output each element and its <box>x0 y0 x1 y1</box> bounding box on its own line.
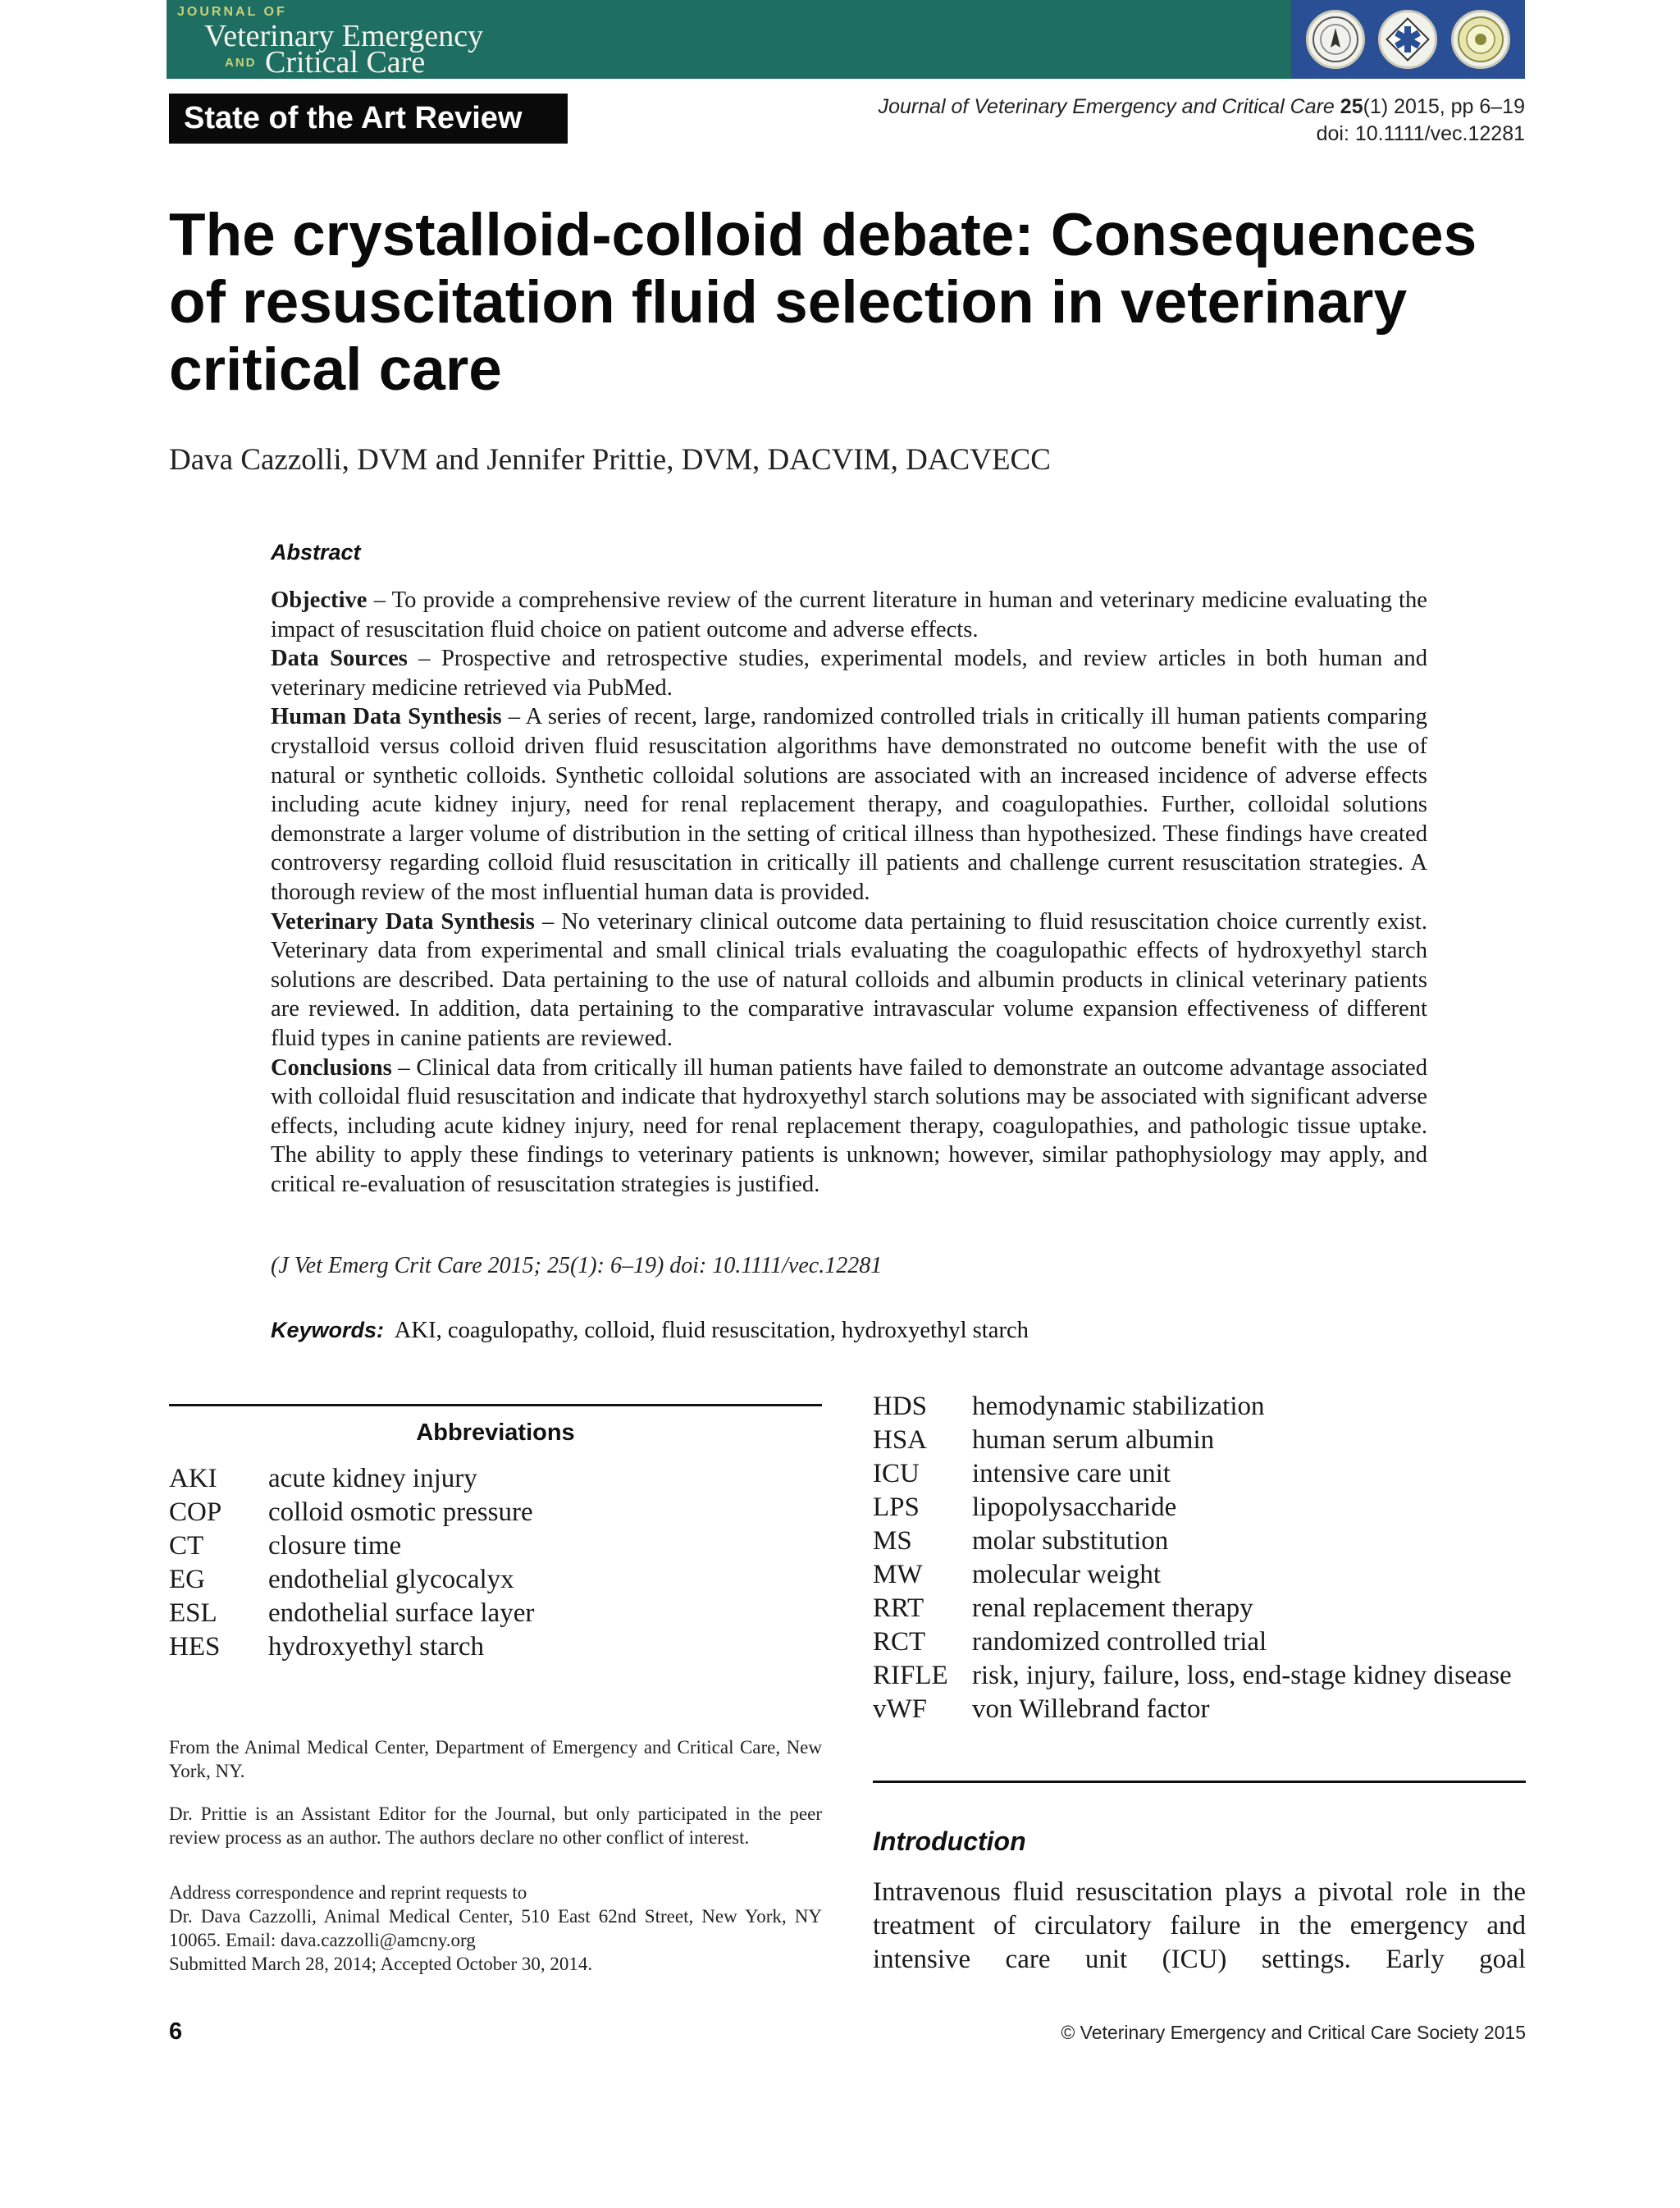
abbreviation-row <box>873 1457 1526 1491</box>
abbreviation-definition: acute kidney injury <box>268 1464 477 1493</box>
abbreviation-row <box>873 1424 1526 1457</box>
abbreviation-definition: hemodynamic stabilization <box>972 1392 1265 1421</box>
journal-name-line1: Veterinary Emergency <box>204 19 484 53</box>
abbreviation-code: MW <box>873 1560 923 1589</box>
star-of-life-icon <box>1378 10 1437 69</box>
abbreviation-code: HSA <box>873 1425 928 1455</box>
disclosure-footnote: Dr. Prittie is an Assistant Editor for the Journal, but only participated in the peer review process as an author. The authors declare no other conflict of interest. <box>169 1803 822 1848</box>
correspondence-footnote <box>169 1881 822 1976</box>
abbreviation-definition: hydroxyethyl starch <box>268 1632 485 1662</box>
abbreviation-row <box>873 1390 1526 1424</box>
society-seal-icon <box>1306 10 1365 69</box>
article-authors: Dava Cazzolli, DVM and Jennifer Prittie, DVM, DACVIM, DACVECC <box>169 443 1051 477</box>
abbreviation-code: AKI <box>169 1464 217 1493</box>
abbreviation-row <box>169 1563 822 1597</box>
citation-issue-pages: (1) 2015, pp 6–19 <box>1363 95 1525 118</box>
abbreviation-definition: colloid osmotic pressure <box>268 1497 533 1527</box>
abstract-section-text: – Clinical data from critically ill human patients have failed to demonstrate an outcome advantage associated with colloidal fluid resuscitation and indicate that hydroxyethyl starch solutions may be associated with significant adverse effects, including acute kidney injury, need for renal replacement therapy, coagulopathies, and pathologic tissue uptake. The ability to apply these findings to veterinary patients is unknown; however, similar pathophysiology may apply, and critical re-evaluation of resuscitation strategies is justified. <box>271 1054 1427 1197</box>
abbreviation-code: ICU <box>873 1459 920 1488</box>
citation-volume: 25 <box>1340 95 1363 118</box>
abstract-section-objective <box>271 586 1427 644</box>
abbreviation-row <box>873 1659 1526 1693</box>
abstract-section-human-data <box>271 702 1427 907</box>
abstract-section-label: Conclusions <box>271 1054 392 1081</box>
introduction-body <box>873 1876 1526 1977</box>
abbreviation-definition: molar substitution <box>972 1526 1169 1556</box>
abbreviations-list-right <box>873 1390 1526 1726</box>
society-logos <box>1291 0 1525 79</box>
article-title: The crystalloid-colloid debate: Consequences of resuscitation fluid selection in veterinary critical care <box>169 202 1477 403</box>
copyright-notice: © Veterinary Emergency and Critical Care Society 2015 <box>1061 2022 1526 2043</box>
page-number: 6 <box>169 2018 183 2045</box>
abbreviations-bottom-rule <box>873 1781 1526 1783</box>
abbreviation-code: HES <box>169 1632 221 1662</box>
keywords <box>271 1318 1029 1344</box>
abbreviation-definition: molecular weight <box>972 1560 1162 1589</box>
abbreviation-code: vWF <box>873 1694 927 1724</box>
introduction-paragraph: Intravenous fluid resuscitation plays a pivotal role in the treatment of circulatory failure in the emergency and intensive care unit (ICU) settings. Early goal <box>873 1877 1526 1974</box>
abbreviation-row <box>873 1558 1526 1592</box>
keywords-text: AKI, coagulopathy, colloid, fluid resuscitation, hydroxyethyl starch <box>394 1318 1029 1343</box>
abbreviations-top-rule <box>169 1404 822 1406</box>
abbreviation-code: LPS <box>873 1493 920 1522</box>
abbreviation-definition: risk, injury, failure, loss, end-stage kidney disease <box>972 1661 1512 1690</box>
abstract-section-label: Data Sources <box>271 646 408 672</box>
abbreviation-code: COP <box>169 1497 222 1527</box>
abbreviation-row <box>873 1592 1526 1625</box>
abstract-body <box>271 586 1427 1199</box>
correspondence-address: Dr. Dava Cazzolli, Animal Medical Center, 510 East 62nd Street, New York, NY 10065. Email: dava.cazzolli@amcny.org <box>169 1906 822 1950</box>
abbreviation-definition: von Willebrand factor <box>972 1694 1210 1724</box>
abstract-section-text: – A series of recent, large, randomized controlled trials in critically ill human patients comparing crystalloid versus colloid driven fluid resuscitation algorithms have demonstrated no outcome benefit with the use of natural or synthetic colloids. Synthetic colloidal solutions are associated with an increased incidence of adverse effects including acute kidney injury, need for renal replacement therapy, and coagulopathies. Further, colloidal solutions demonstrate a larger volume of distribution in the setting of critical illness than hypothesized. These findings have created controversy regarding colloid fluid resuscitation in critically ill patients and challenge current resuscitation strategies. A thorough review of the most influential human data is provided. <box>271 704 1427 905</box>
abbreviation-definition: closure time <box>268 1531 402 1561</box>
journal-and-label: AND <box>225 56 257 70</box>
introduction-heading: Introduction <box>873 1826 1026 1856</box>
abbreviation-row <box>169 1496 822 1529</box>
abbreviation-row <box>873 1693 1526 1726</box>
abbreviation-code: CT <box>169 1531 204 1561</box>
journal-citation <box>879 94 1525 148</box>
keywords-label: Keywords: <box>271 1318 385 1342</box>
abstract-citation: (J Vet Emerg Crit Care 2015; 25(1): 6–19) doi: 10.1111/vec.12281 <box>271 1253 883 1278</box>
citation-journal: Journal of Veterinary Emergency and Critical Care <box>878 95 1335 118</box>
abbreviation-definition: renal replacement therapy <box>972 1593 1253 1623</box>
abbreviation-code: HDS <box>873 1392 928 1421</box>
journal-name-line2: Critical Care <box>265 45 426 80</box>
abstract-section-label: Human Data Synthesis <box>271 704 502 730</box>
citation-doi: doi: 10.1111/vec.12281 <box>1316 122 1525 145</box>
abbreviation-definition: lipopolysaccharide <box>972 1493 1177 1522</box>
journal-banner <box>167 0 1525 79</box>
abbreviation-definition: human serum albumin <box>972 1425 1215 1455</box>
abstract-section-veterinary-data <box>271 907 1427 1054</box>
abbreviation-definition: randomized controlled trial <box>972 1627 1267 1657</box>
abbreviations-heading: Abbreviations <box>416 1419 575 1446</box>
abbreviations-list-left <box>169 1462 822 1664</box>
abbreviation-definition: endothelial glycocalyx <box>268 1565 514 1594</box>
abbreviation-row <box>873 1491 1526 1525</box>
abbreviation-row <box>169 1597 822 1630</box>
abstract-section-text: – No veterinary clinical outcome data pertaining to fluid resuscitation choice currently exist. Veterinary data from experimental and small clinical trials evaluating the coagulopathic effects of hydroxyethyl starch solutions are described. Data pertaining to the use of natural colloids and albumin products in clinical veterinary patients are reviewed. In addition, data pertaining to the comparative intravascular volume expansion effectiveness of different fluid types in canine patients are reviewed. <box>271 908 1427 1051</box>
correspondence-intro: Address correspondence and reprint requests to <box>169 1882 527 1903</box>
abbreviation-code: ESL <box>169 1598 217 1628</box>
abbreviation-row <box>873 1625 1526 1659</box>
abbreviation-definition: intensive care unit <box>972 1459 1171 1488</box>
abstract-heading: Abstract <box>271 540 361 565</box>
abstract-section-label: Veterinary Data Synthesis <box>271 908 535 935</box>
abstract-section-text: – To provide a comprehensive review of the current literature in human and veterinary medicine evaluating the impact of resuscitation fluid choice on patient outcome and adverse effects. <box>271 587 1427 642</box>
abstract-section-label: Objective <box>271 587 368 613</box>
section-label: State of the Art Review <box>169 94 568 144</box>
abbreviation-code: EG <box>169 1565 205 1594</box>
abbreviation-row <box>169 1529 822 1563</box>
abbreviation-row <box>169 1630 822 1664</box>
abstract-section-data-sources <box>271 644 1427 702</box>
submission-dates: Submitted March 28, 2014; Accepted October 30, 2014. <box>169 1954 593 1974</box>
abbreviation-code: RCT <box>873 1627 926 1657</box>
abbreviation-row <box>169 1462 822 1496</box>
abbreviation-code: RIFLE <box>873 1661 948 1690</box>
journal-small-label: JOURNAL OF <box>177 5 287 19</box>
affiliation-footnote: From the Animal Medical Center, Department of Emergency and Critical Care, New York, NY. <box>169 1737 822 1781</box>
academy-seal-icon <box>1451 10 1510 69</box>
abstract-section-text: – Prospective and retrospective studies, experimental models, and review articles in both human and veterinary medicine retrieved via PubMed. <box>271 646 1428 701</box>
abstract-section-conclusions <box>271 1054 1427 1200</box>
abbreviation-row <box>873 1525 1526 1558</box>
abbreviation-code: MS <box>873 1526 912 1556</box>
abbreviation-definition: endothelial surface layer <box>268 1598 535 1628</box>
abbreviation-code: RRT <box>873 1593 924 1623</box>
